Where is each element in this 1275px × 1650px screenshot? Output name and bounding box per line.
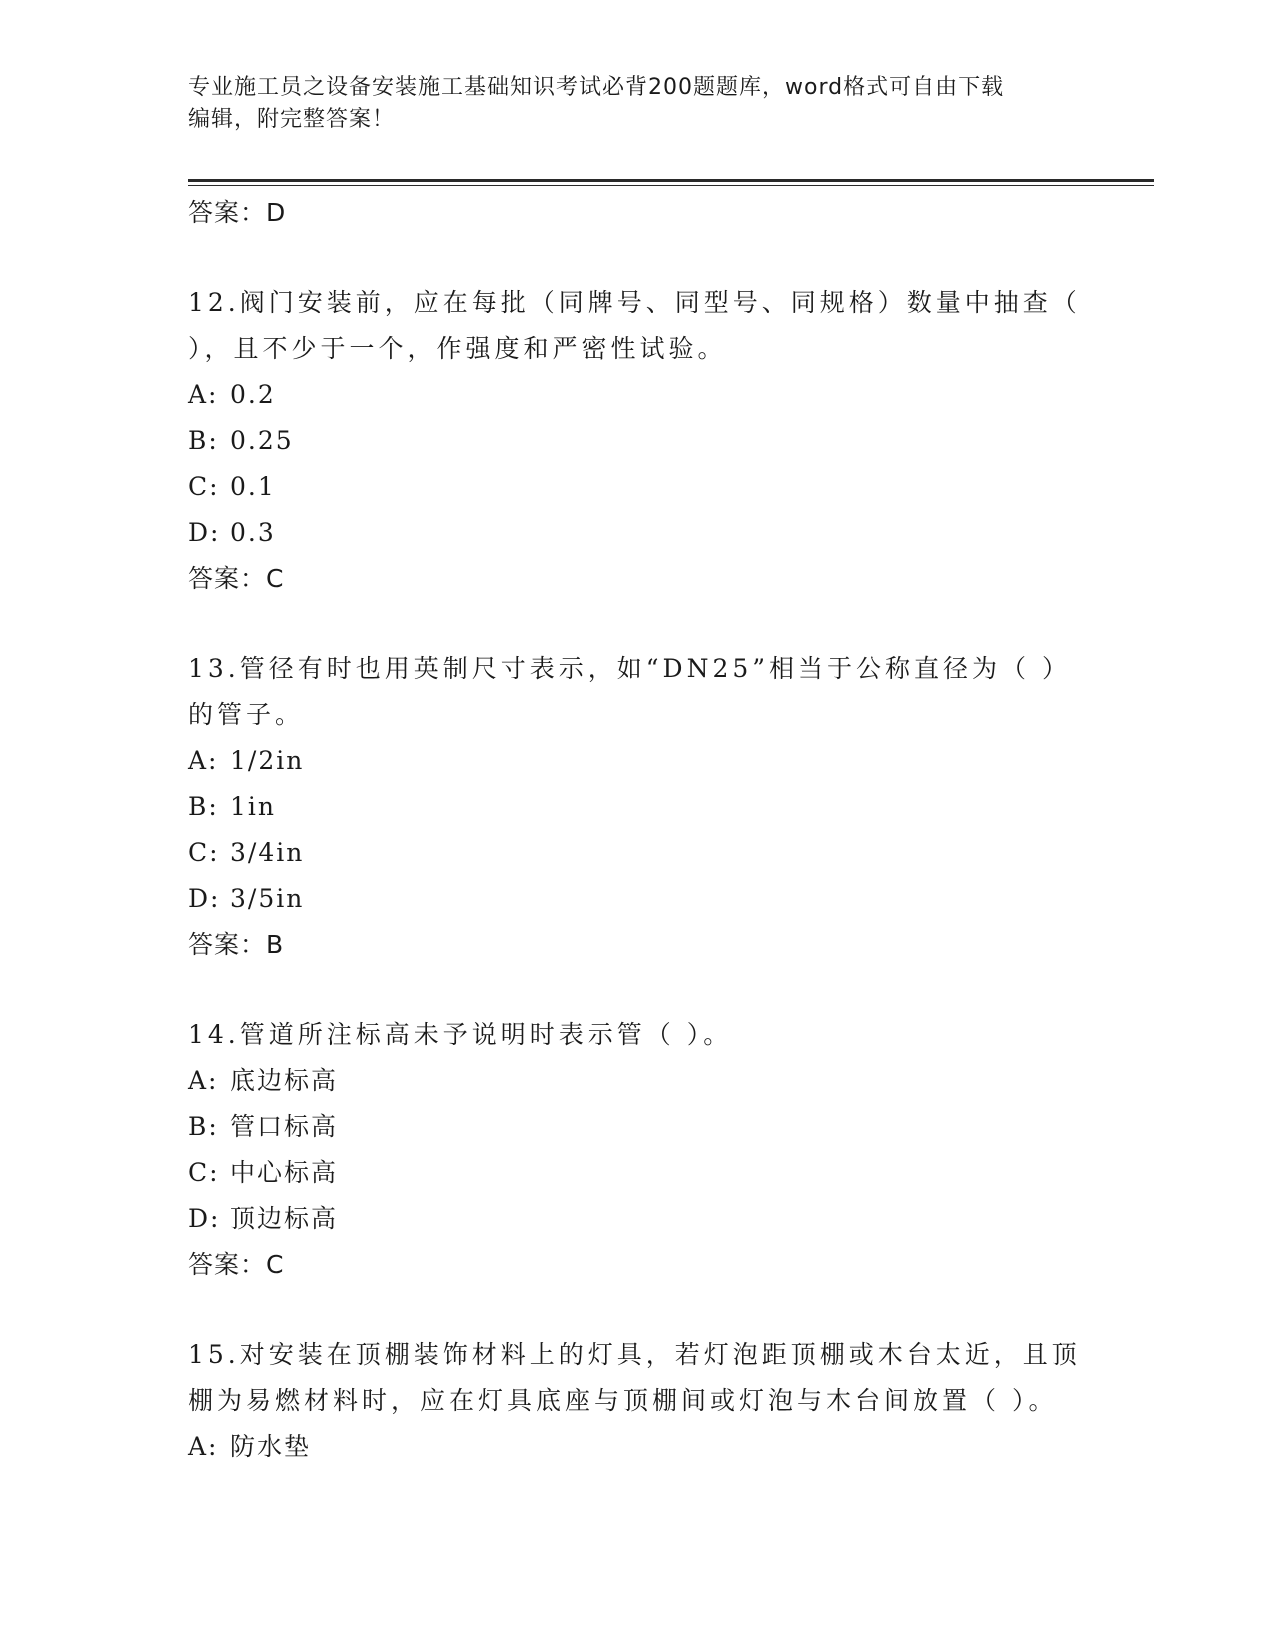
option-label: A: (188, 746, 219, 775)
option-text: 中心标高 (230, 1158, 339, 1187)
option-text: 3/5in (230, 884, 305, 913)
question-block (188, 646, 1088, 968)
option-label: A: (188, 380, 219, 409)
option-c (188, 464, 1088, 510)
option-d (188, 876, 1088, 922)
option-label: B: (188, 1112, 219, 1141)
option-label: C: (188, 838, 220, 867)
question-text-line: 14.管道所注标高未予说明时表示管（ ）。 (188, 1020, 733, 1049)
spacer (188, 602, 1088, 646)
document-header (188, 72, 1088, 136)
option-b (188, 784, 1088, 830)
question-text-line: ），且不少于一个，作强度和严密性试验。 (188, 334, 727, 363)
option-text: 0.1 (230, 472, 276, 501)
option-text: 0.25 (230, 426, 294, 455)
spacer (188, 1288, 1088, 1332)
option-label: D: (188, 1204, 221, 1233)
option-c (188, 830, 1088, 876)
option-a (188, 1424, 1088, 1470)
header-divider-thick (188, 179, 1154, 182)
spacer (188, 968, 1088, 1012)
option-text: 0.3 (230, 518, 276, 547)
option-label: B: (188, 426, 219, 455)
question-block (188, 1332, 1088, 1470)
header-divider-thin (188, 185, 1154, 186)
question-text-line: 15.对安装在顶棚装饰材料上的灯具，若灯泡距顶棚或木台太近，且顶 (188, 1340, 1081, 1369)
option-text: 3/4in (230, 838, 305, 867)
option-text: 防水垫 (230, 1432, 312, 1461)
header-title-line-2: 编辑，附完整答案！ (188, 107, 396, 132)
question-block (188, 280, 1088, 602)
option-text: 1in (230, 792, 277, 821)
answer-line: 答案：C (188, 1250, 285, 1279)
option-label: B: (188, 792, 219, 821)
question-text-line: 12.阀门安装前，应在每批（同牌号、同型号、同规格）数量中抽查（ (188, 288, 1081, 317)
document-body (188, 190, 1088, 1470)
option-c (188, 1150, 1088, 1196)
option-text: 管口标高 (230, 1112, 339, 1141)
option-a (188, 738, 1088, 784)
option-d (188, 1196, 1088, 1242)
spacer (188, 236, 1088, 280)
answer-line: 答案：C (188, 564, 285, 593)
option-d (188, 510, 1088, 556)
option-text: 顶边标高 (230, 1204, 339, 1233)
option-text: 0.2 (230, 380, 276, 409)
option-text: 底边标高 (230, 1066, 339, 1095)
question-text-line: 棚为易燃材料时，应在灯具底座与顶棚间或灯泡与木台间放置（ ）。 (188, 1386, 1058, 1415)
option-b (188, 1104, 1088, 1150)
answer-line: 答案：B (188, 930, 285, 959)
option-label: A: (188, 1432, 219, 1461)
option-label: A: (188, 1066, 219, 1095)
option-label: D: (188, 518, 221, 547)
option-label: C: (188, 1158, 220, 1187)
option-label: C: (188, 472, 220, 501)
header-title-line-1: 专业施工员之设备安装施工基础知识考试必背200题题库，word格式可自由下载 (188, 75, 1005, 100)
question-text-line: 13.管径有时也用英制尺寸表示，如“DN25”相当于公称直径为（ ） (188, 654, 1071, 683)
option-b (188, 418, 1088, 464)
answer-line: 答案：D (188, 198, 287, 227)
option-label: D: (188, 884, 221, 913)
option-text: 1/2in (230, 746, 305, 775)
question-block (188, 1012, 1088, 1288)
question-text-line: 的管子。 (188, 700, 305, 729)
option-a (188, 1058, 1088, 1104)
option-a (188, 372, 1088, 418)
